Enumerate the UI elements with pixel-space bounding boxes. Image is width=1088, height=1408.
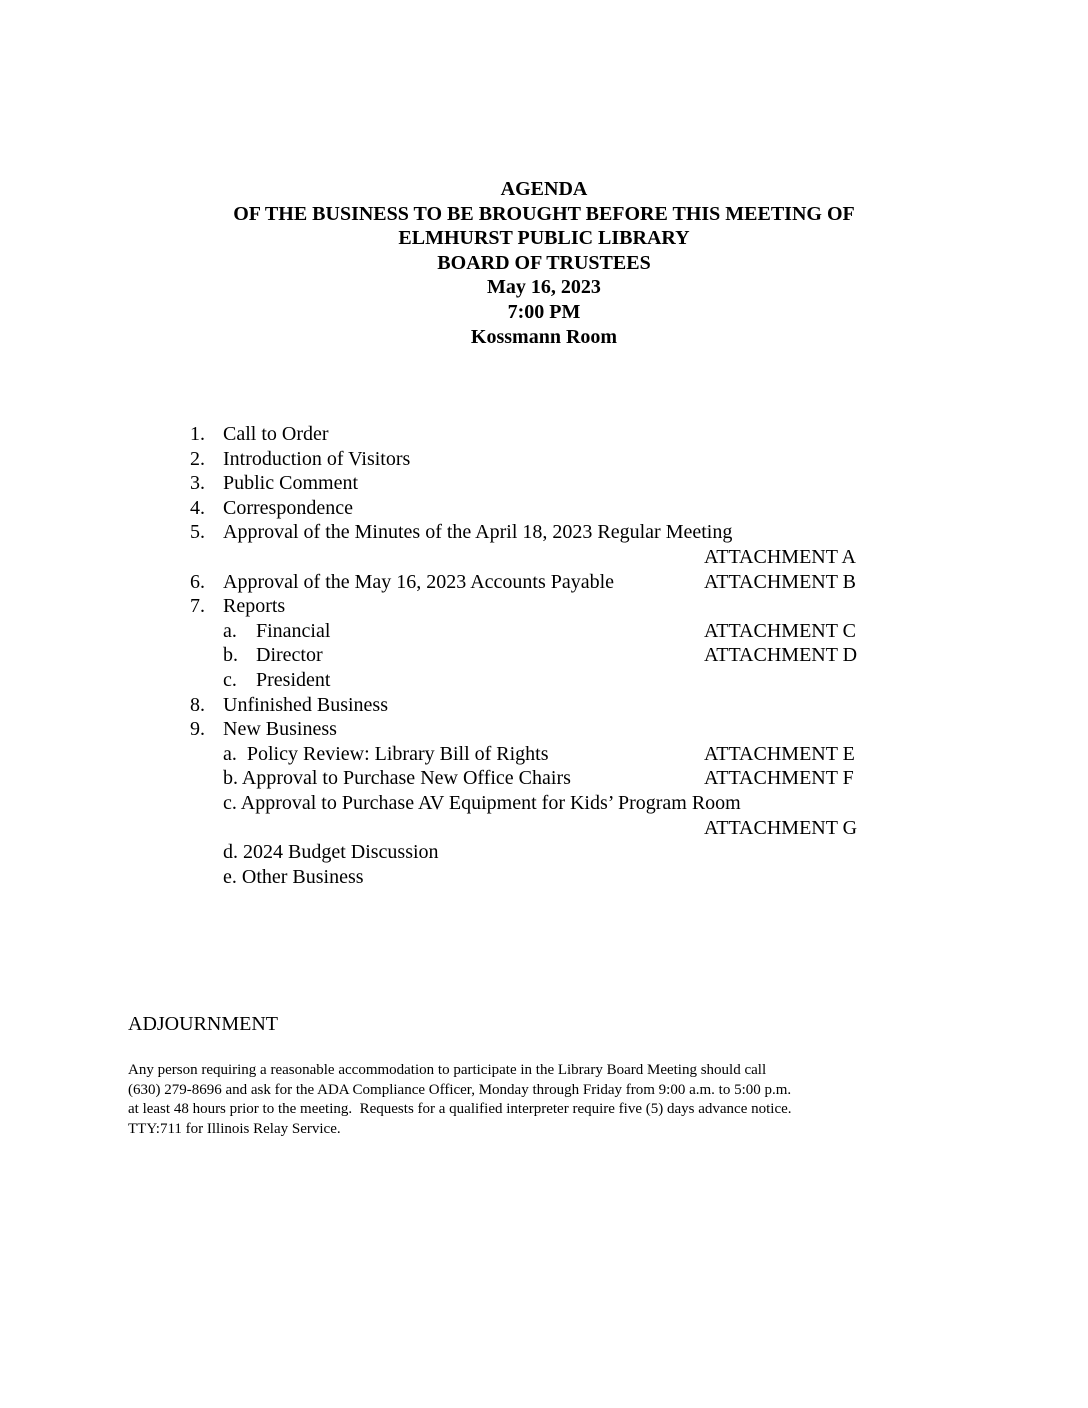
agenda-item-4 bbox=[190, 496, 910, 521]
item-number: 4. bbox=[190, 496, 205, 519]
item-number: 5. bbox=[190, 521, 205, 544]
notice-line: TTY:711 for Illinois Relay Service. bbox=[128, 1120, 341, 1137]
header-organization: ELMHURST PUBLIC LIBRARY bbox=[398, 227, 690, 250]
attachment-label: ATTACHMENT E bbox=[704, 742, 855, 765]
attachment-label: ATTACHMENT B bbox=[704, 570, 856, 593]
attachment-label: ATTACHMENT A bbox=[704, 545, 856, 568]
subitem-text: b. Approval to Purchase New Office Chairs bbox=[223, 767, 571, 790]
header-title: AGENDA bbox=[500, 178, 588, 200]
item-number: 1. bbox=[190, 423, 205, 445]
subitem-text: Director bbox=[256, 644, 323, 667]
meeting-time: 7:00 PM bbox=[507, 300, 581, 323]
notice-line: at least 48 hours prior to the meeting. Requests for a qualified interpreter require five (5) days advance notice. bbox=[128, 1101, 792, 1118]
header-board: BOARD OF TRUSTEES bbox=[437, 251, 651, 274]
item-text: Reports bbox=[223, 595, 286, 618]
accessibility-notice bbox=[128, 1061, 928, 1139]
agenda-item-1 bbox=[190, 422, 910, 447]
adjournment-heading: ADJOURNMENT bbox=[128, 1013, 278, 1035]
agenda-item-6 bbox=[190, 570, 910, 595]
item-number: 3. bbox=[190, 472, 205, 495]
agenda-item-5-attachment bbox=[190, 545, 910, 570]
attachment-label: ATTACHMENT D bbox=[704, 644, 858, 667]
agenda-item-9c bbox=[190, 791, 910, 816]
item-number: 6. bbox=[190, 570, 205, 593]
item-text: Introduction of Visitors bbox=[223, 447, 411, 470]
subitem-text: c. Approval to Purchase AV Equipment for Kids’ Program Room bbox=[223, 791, 741, 814]
agenda-item-9b bbox=[190, 766, 910, 791]
agenda-item-9e bbox=[190, 865, 910, 890]
attachment-label: ATTACHMENT C bbox=[704, 619, 856, 642]
item-text: Approval of the Minutes of the April 18, 2023 Regular Meeting bbox=[223, 521, 733, 544]
subitem-letter: c. bbox=[223, 668, 237, 691]
agenda-item-3 bbox=[190, 471, 910, 496]
agenda-list bbox=[190, 422, 910, 889]
item-text: Unfinished Business bbox=[223, 693, 388, 716]
meeting-location: Kossmann Room bbox=[470, 325, 618, 348]
item-text: Correspondence bbox=[223, 496, 353, 519]
subitem-text: President bbox=[256, 668, 331, 691]
item-text: Approval of the May 16, 2023 Accounts Payable bbox=[223, 570, 615, 593]
notice-line: (630) 279-8696 and ask for the ADA Compliance Officer, Monday through Friday from 9:00 a.m. to 5:00 p.m. bbox=[128, 1081, 792, 1098]
agenda-item-8 bbox=[190, 693, 910, 718]
agenda-item-5 bbox=[190, 520, 910, 545]
attachment-label: ATTACHMENT F bbox=[704, 767, 854, 790]
agenda-header bbox=[0, 177, 1088, 349]
agenda-item-7b bbox=[190, 643, 910, 668]
agenda-item-9 bbox=[190, 717, 910, 742]
attachment-label: ATTACHMENT G bbox=[704, 816, 858, 839]
item-number: 7. bbox=[190, 595, 205, 618]
item-number: 2. bbox=[190, 447, 205, 470]
agenda-item-2 bbox=[190, 447, 910, 472]
agenda-item-7 bbox=[190, 594, 910, 619]
agenda-item-9d bbox=[190, 840, 910, 865]
subitem-letter: a. bbox=[223, 619, 237, 642]
notice-line: Any person requiring a reasonable accommodation to participate in the Library Board Meeting should call bbox=[128, 1062, 767, 1078]
agenda-item-9c-attachment bbox=[190, 816, 910, 841]
item-text: Public Comment bbox=[223, 472, 358, 495]
item-number: 9. bbox=[190, 718, 205, 741]
agenda-item-7a bbox=[190, 619, 910, 644]
subitem-text: a. Policy Review: Library Bill of Rights bbox=[223, 742, 549, 765]
meeting-date: May 16, 2023 bbox=[487, 276, 601, 299]
header-subtitle: OF THE BUSINESS TO BE BROUGHT BEFORE THIS MEETING OF bbox=[233, 202, 855, 225]
agenda-item-9a bbox=[190, 742, 910, 767]
subitem-letter: b. bbox=[223, 644, 238, 667]
item-number: 8. bbox=[190, 693, 205, 716]
subitem-text: d. 2024 Budget Discussion bbox=[223, 841, 439, 864]
agenda-item-7c bbox=[190, 668, 910, 693]
subitem-text: Financial bbox=[256, 619, 331, 642]
item-text: Call to Order bbox=[223, 423, 329, 445]
subitem-text: e. Other Business bbox=[223, 865, 364, 888]
item-text: New Business bbox=[223, 718, 337, 741]
